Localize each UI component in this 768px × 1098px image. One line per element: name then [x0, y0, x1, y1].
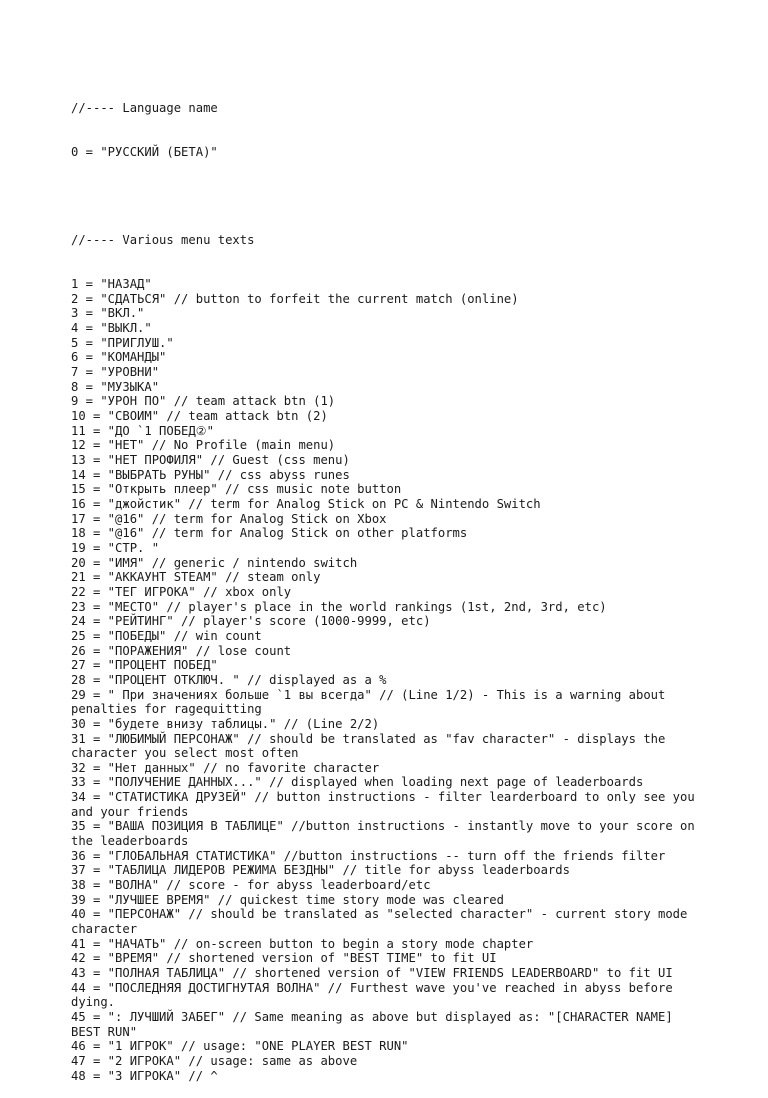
blank-line: [71, 189, 703, 204]
menu-text-line: 45 = ": ЛУЧШИЙ ЗАБЕГ" // Same meaning as above but displayed as: "[CHARACTER NAME] BEST RUN": [71, 1009, 681, 1039]
language-name-line: 0 = "РУССКИЙ (БЕТА)": [71, 145, 218, 160]
menu-text-line: 37 = "ТАБЛИЦА ЛИДЕРОВ РЕЖИМА БЕЗДНЫ" // title for abyss leaderboards: [71, 863, 570, 878]
localization-document: [71, 72, 703, 1098]
menu-text-line: 22 = "ТЕГ ИГРОКА" // xbox only: [71, 584, 292, 599]
menu-text-line: 40 = "ПЕРСОНАЖ" // should be translated as "selected character" - current story mode character: [71, 907, 695, 937]
menu-text-line: 26 = "ПОРАЖЕНИЯ" // lose count: [71, 643, 292, 658]
menu-text-line: 4 = "ВЫКЛ.": [71, 321, 152, 336]
section-comment-language: //---- Language name: [71, 101, 218, 116]
menu-text-line: 31 = "ЛЮБИМЫЙ ПЕРСОНАЖ" // should be translated as "fav character" - displays the character you select most often: [71, 731, 673, 761]
menu-text-line: 36 = "ГЛОБАЛЬНАЯ СТАТИСТИКА" //button instructions -- turn off the friends filter: [71, 848, 666, 863]
menu-text-line: 13 = "НЕТ ПРОФИЛЯ" // Guest (css menu): [71, 453, 350, 468]
menu-text-line: 2 = "СДАТЬСЯ" // button to forfeit the current match (online): [71, 291, 519, 306]
section-comment-menu: //---- Various menu texts: [71, 233, 255, 248]
menu-text-line: 25 = "ПОБЕДЫ" // win count: [71, 628, 262, 643]
menu-text-line: 17 = "@16" // term for Analog Stick on Xbox: [71, 511, 387, 526]
menu-text-line: 33 = "ПОЛУЧЕНИЕ ДАННЫХ..." // displayed when loading next page of leaderboards: [71, 775, 644, 790]
menu-text-line: 23 = "МЕСТО" // player's place in the world rankings (1st, 2nd, 3rd, etc): [71, 599, 607, 614]
menu-text-list: [71, 277, 703, 1083]
menu-text-line: 24 = "РЕЙТИНГ" // player's score (1000-9999, etc): [71, 614, 431, 629]
menu-text-line: 43 = "ПОЛНАЯ ТАБЛИЦА" // shortened version of "VIEW FRIENDS LEADERBOARD" to fit UI: [71, 966, 673, 981]
menu-text-line: 14 = "ВЫБРАТЬ РУНЫ" // css abyss runes: [71, 467, 350, 482]
menu-text-line: 5 = "ПРИГЛУШ.": [71, 335, 174, 350]
menu-text-line: 19 = "СТР. ": [71, 540, 160, 555]
menu-text-line: 44 = "ПОСЛЕДНЯЯ ДОСТИГНУТАЯ ВОЛНА" // Furthest wave you've reached in abyss before dying.: [71, 980, 681, 1010]
menu-text-line: 8 = "МУЗЫКА": [71, 379, 160, 394]
menu-text-line: 10 = "СВОИМ" // team attack btn (2): [71, 409, 328, 424]
menu-text-line: 42 = "ВРЕМЯ" // shortened version of "BEST TIME" to fit UI: [71, 951, 497, 966]
menu-text-line: 1 = "НАЗАД": [71, 277, 152, 292]
menu-text-line: 7 = "УРОВНИ": [71, 365, 160, 380]
menu-text-line: 46 = "1 ИГРОК" // usage: "ONE PLAYER BEST RUN": [71, 1039, 409, 1054]
menu-text-line: 47 = "2 ИГРОКА" // usage: same as above: [71, 1053, 358, 1068]
menu-text-line: 15 = "Открыть плеер" // css music note button: [71, 482, 402, 497]
menu-text-line: 11 = "ДО `1 ПОБЕД②": [71, 423, 215, 438]
menu-text-line: 3 = "ВКЛ.": [71, 306, 145, 321]
menu-text-line: 34 = "СТАТИСТИКА ДРУЗЕЙ" // button instructions - filter learderboard to only see you and your friends: [71, 790, 703, 819]
menu-text-line: 41 = "НАЧАТЬ" // on-screen button to begin a story mode chapter: [71, 936, 534, 951]
menu-text-line: 39 = "ЛУЧШЕЕ ВРЕМЯ" // quickest time story mode was cleared: [71, 892, 504, 907]
menu-text-line: 12 = "НЕТ" // No Profile (main menu): [71, 438, 336, 453]
menu-text-line: 6 = "КОМАНДЫ": [71, 350, 167, 365]
menu-text-line: 21 = "АККАУНТ STEAM" // steam only: [71, 570, 321, 585]
menu-text-line: 29 = " При значениях больше `1 вы всегда" // (Line 1/2) - This is a warning about penalties for ragequitting: [71, 687, 673, 717]
menu-text-line: 38 = "ВОЛНА" // score - for abyss leaderboard/etc: [71, 878, 431, 893]
menu-text-line: 35 = "ВАША ПОЗИЦИЯ В ТАБЛИЦЕ" //button instructions - instantly move to your score on the leaderboards: [71, 819, 703, 849]
menu-text-line: 16 = "джойстик" // term for Analog Stick on PC & Nintendo Switch: [71, 497, 541, 512]
menu-text-line: 18 = "@16" // term for Analog Stick on other platforms: [71, 526, 468, 541]
menu-text-line: 48 = "3 ИГРОКА" // ^: [71, 1068, 218, 1083]
menu-text-line: 30 = "будете внизу таблицы." // (Line 2/2): [71, 716, 380, 731]
menu-text-line: 20 = "ИМЯ" // generic / nintendo switch: [71, 555, 358, 570]
menu-text-line: 27 = "ПРОЦЕНТ ПОБЕД": [71, 658, 218, 673]
menu-text-line: 28 = "ПРОЦЕНТ ОТКЛЮЧ. " // displayed as a %: [71, 672, 387, 687]
menu-text-line: 32 = "Нет данных" // no favorite character: [71, 760, 380, 775]
menu-text-line: 9 = "УРОН ПО" // team attack btn (1): [71, 394, 336, 409]
